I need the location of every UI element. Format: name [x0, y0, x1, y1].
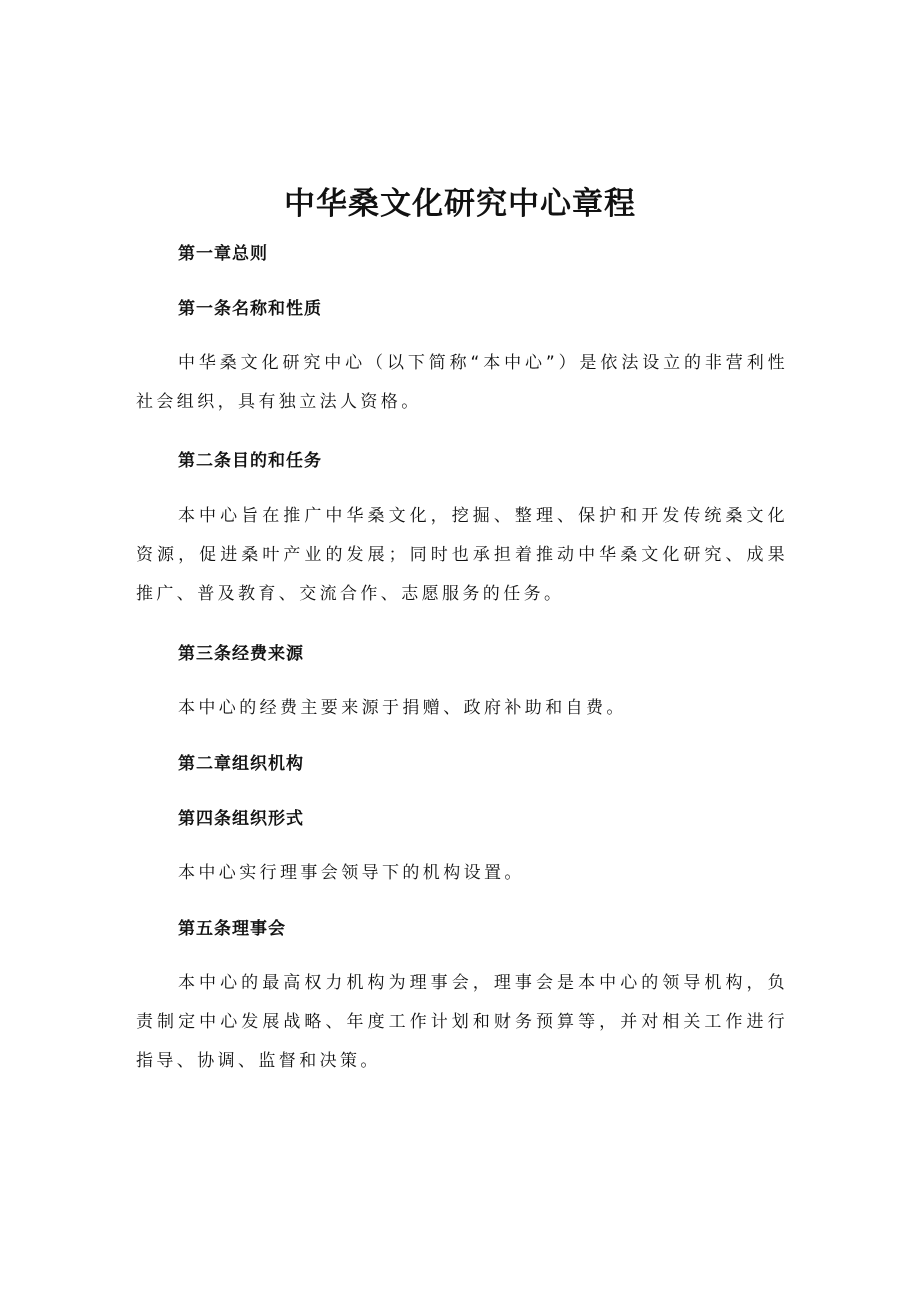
- article-4-heading: 第四条组织形式: [178, 809, 304, 829]
- article-5-heading: 第五条理事会: [178, 919, 286, 939]
- article-2-text: 本中心旨在推广中华桑文化，挖掘、整理、保护和开发传统桑文化资源，促进桑叶产业的发展；同时也承担着推动中华桑文化研究、成果推广、普及教育、交流合作、志愿服务的任务。: [136, 506, 788, 604]
- chapter-1-heading: 第一章总则: [178, 244, 268, 264]
- article-1-heading: 第一条名称和性质: [178, 299, 322, 319]
- document-title: 中华桑文化研究中心章程: [284, 186, 636, 222]
- article-2-heading: 第二条目的和任务: [178, 451, 322, 471]
- chapter-2-heading: 第二章组织机构: [178, 754, 304, 774]
- article-3-text: 本中心的经费主要来源于捐赠、政府补助和自费。: [178, 698, 627, 718]
- article-4-text: 本中心实行理事会领导下的机构设置。: [178, 863, 525, 883]
- article-1-text: 中华桑文化研究中心（以下简称“本中心”）是依法设立的非营利性社会组织，具有独立法人资格。: [136, 353, 788, 412]
- article-5-text: 本中心的最高权力机构为理事会，理事会是本中心的领导机构，负责制定中心发展战略、年度工作计划和财务预算等，并对相关工作进行指导、协调、监督和决策。: [136, 973, 788, 1071]
- article-3-heading: 第三条经费来源: [178, 644, 304, 664]
